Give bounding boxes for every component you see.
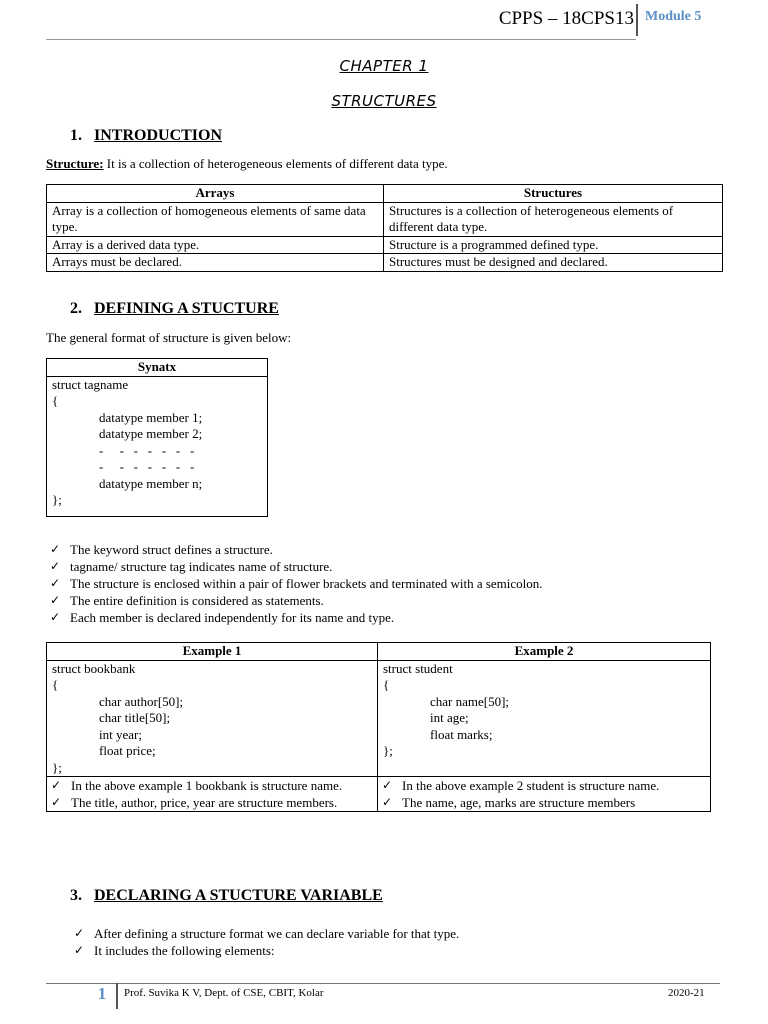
definition-text: It is a collection of heterogeneous elements of different data type. <box>103 156 448 171</box>
code-line: int year; <box>99 726 142 742</box>
check-list-item: ✓ The structure is enclosed within a pair of flower brackets and terminated with a semicolon. <box>48 575 728 592</box>
syntax-box <box>46 358 268 517</box>
section-2-heading <box>70 299 279 319</box>
example-1-notes <box>47 777 378 812</box>
example-2-notes-list <box>380 777 705 811</box>
check-list-item: ✓ The entire definition is considered as statements. <box>48 592 728 609</box>
code-line: int age; <box>430 710 469 725</box>
section-3-number: 3. <box>70 887 82 904</box>
example-2-code <box>378 660 711 777</box>
definition-label: Structure: <box>46 156 104 171</box>
check-list-item: ✓ In the above example 2 student is structure name. <box>380 777 705 794</box>
table-row <box>47 254 723 272</box>
check-list-item: ✓ The keyword struct defines a structure. <box>48 541 728 558</box>
code-line: datatype member 1; <box>99 409 203 425</box>
table-header: Arrays <box>47 185 384 203</box>
code-line: { <box>52 393 59 408</box>
code-line: datatype member 2; <box>99 426 203 441</box>
chapter-subtitle: STRUCTURES <box>331 92 437 110</box>
example-1-notes-list <box>49 777 372 811</box>
code-line: struct student <box>383 660 453 676</box>
table-row <box>47 202 723 236</box>
structure-definition <box>46 156 448 173</box>
section-1-heading <box>70 126 222 146</box>
table-cell: Structure is a programmed defined type. <box>384 236 723 254</box>
code-line: datatype member n; <box>99 475 203 491</box>
example-1-code <box>47 660 378 777</box>
check-list-item: ✓ tagname/ structure tag indicates name of structure. <box>48 558 728 575</box>
table-row <box>47 660 711 777</box>
code-line: }; <box>52 492 62 507</box>
table-row <box>47 777 711 812</box>
table-cell: Arrays must be declared. <box>47 254 384 272</box>
structure-notes-list <box>48 541 728 626</box>
example-2-notes <box>378 777 711 812</box>
section-3-heading <box>70 886 383 906</box>
check-list-item: ✓ Each member is declared independently for its name and type. <box>48 609 728 626</box>
footer-rule <box>46 983 720 984</box>
header-title: CPPS – 18CPS13 <box>498 8 634 29</box>
check-list-item: ✓ The title, author, price, year are structure members. <box>49 794 372 811</box>
declaring-notes-list <box>72 925 712 959</box>
check-list-item: ✓ In the above example 1 bookbank is structure name. <box>49 777 372 794</box>
table-row <box>47 236 723 254</box>
section-3-title: DECLARING A STUCTURE VARIABLE <box>94 887 383 904</box>
code-line: { <box>383 677 390 692</box>
format-intro: The general format of structure is given below: <box>46 330 292 345</box>
module-label: Module 5 <box>645 9 702 24</box>
section-2-title: DEFINING A STUCTURE <box>94 300 279 317</box>
code-line: struct tagname <box>52 376 129 392</box>
code-line: }; <box>52 759 62 775</box>
example-2-header: Example 2 <box>378 643 711 661</box>
section-2-number: 2. <box>70 300 82 317</box>
arrays-vs-structures-table <box>46 184 723 272</box>
code-line: char author[50]; <box>99 693 184 709</box>
footer-author: Prof. Suvika K V, Dept. of CSE, CBIT, Kolar <box>124 987 324 999</box>
code-line: }; <box>383 743 393 758</box>
example-1-header: Example 1 <box>47 643 378 661</box>
code-line: { <box>52 677 59 692</box>
examples-table <box>46 642 711 812</box>
table-header-row <box>47 643 711 661</box>
code-line: char title[50]; <box>99 710 171 725</box>
section-1-number: 1. <box>70 127 82 144</box>
syntax-header: Synatx <box>47 359 268 377</box>
code-line: - - - - - - - <box>99 459 195 474</box>
code-line: float price; <box>99 743 156 758</box>
table-cell: Structures is a collection of heterogeneous elements of different data type. <box>384 202 723 236</box>
code-line: struct bookbank <box>52 660 136 676</box>
code-line: - - - - - - - <box>99 442 195 458</box>
table-cell: Structures must be designed and declared. <box>384 254 723 272</box>
table-header: Structures <box>384 185 723 203</box>
code-line: char name[50]; <box>430 693 510 709</box>
table-cell: Array is a derived data type. <box>47 236 384 254</box>
header-rule <box>46 39 636 40</box>
check-list-item: ✓ After defining a structure format we can declare variable for that type. <box>72 925 712 942</box>
chapter-title: CHAPTER 1 <box>339 57 429 75</box>
page-number: 1 <box>97 984 107 1003</box>
footer-divider <box>116 983 118 1009</box>
table-header-row <box>47 185 723 203</box>
footer-year: 2020-21 <box>668 987 705 999</box>
check-list-item: ✓ The name, age, marks are structure members <box>380 794 705 811</box>
code-line: float marks; <box>430 726 493 742</box>
syntax-code <box>47 376 268 516</box>
table-cell: Array is a collection of homogeneous elements of same data type. <box>47 202 384 236</box>
check-list-item: ✓ It includes the following elements: <box>72 942 712 959</box>
section-1-title: INTRODUCTION <box>94 127 223 144</box>
header-divider <box>636 4 638 36</box>
